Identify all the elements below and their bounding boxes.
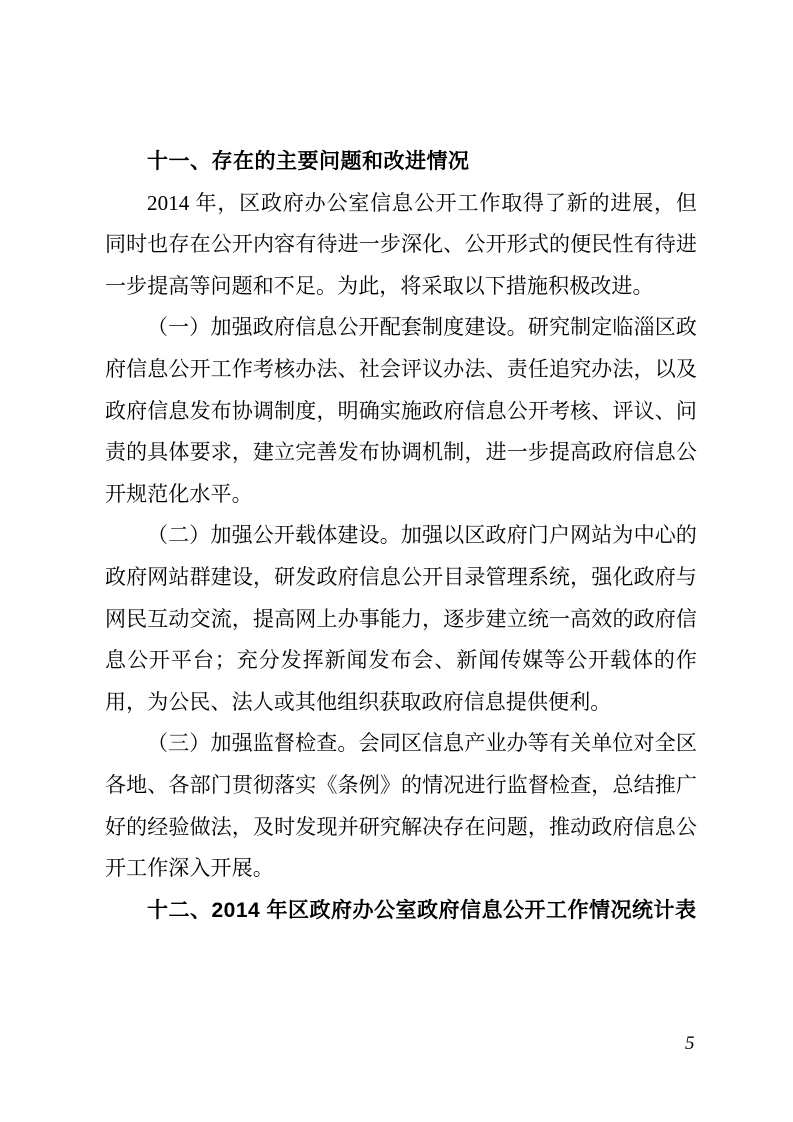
section-heading-eleven: 十一、存在的主要问题和改进情况 (147, 150, 470, 173)
paragraph-item-three: （三）加强监督检查。会同区信息产业办等有关单位对全区各地、各部门贯彻落实《条例》的情况进行监督检查，总结推广好的经验做法，及时发现并研究解决存在问题，推动政府信息公开工作深入开展。 (105, 731, 697, 881)
paragraph-intro: 2014 年，区政府办公室信息公开工作取得了新的进展，但同时也存在公开内容有待进一步深化、公开形式的便民性有待进一步提高等问题和不足。为此，将采取以下措施积极改进。 (105, 190, 697, 298)
paragraph-item-one: （一）加强政府信息公开配套制度建设。研究制定临淄区政府信息公开工作考核办法、社会评议办法、责任追究办法，以及政府信息发布协调制度，明确实施政府信息公开考核、评议、问责的具体要求，建立完善发布协调机制，进一步提高政府信息公开规范化水平。 (105, 315, 697, 506)
page-number: 5 (685, 1033, 695, 1054)
section-heading-twelve: 十二、2014 年区政府办公室政府信息公开工作情况统计表 (147, 898, 697, 922)
paragraph-item-two: （二）加强公开载体建设。加强以区政府门户网站为中心的政府网站群建设，研发政府信息公开目录管理系统，强化政府与网民互动交流，提高网上办事能力，逐步建立统一高效的政府信息公开平台；充分发挥新闻发布会、新闻传媒等公开载体的作用，为公民、法人或其他组织获取政府信息提供便利。 (105, 523, 697, 714)
document-body (105, 141, 697, 931)
